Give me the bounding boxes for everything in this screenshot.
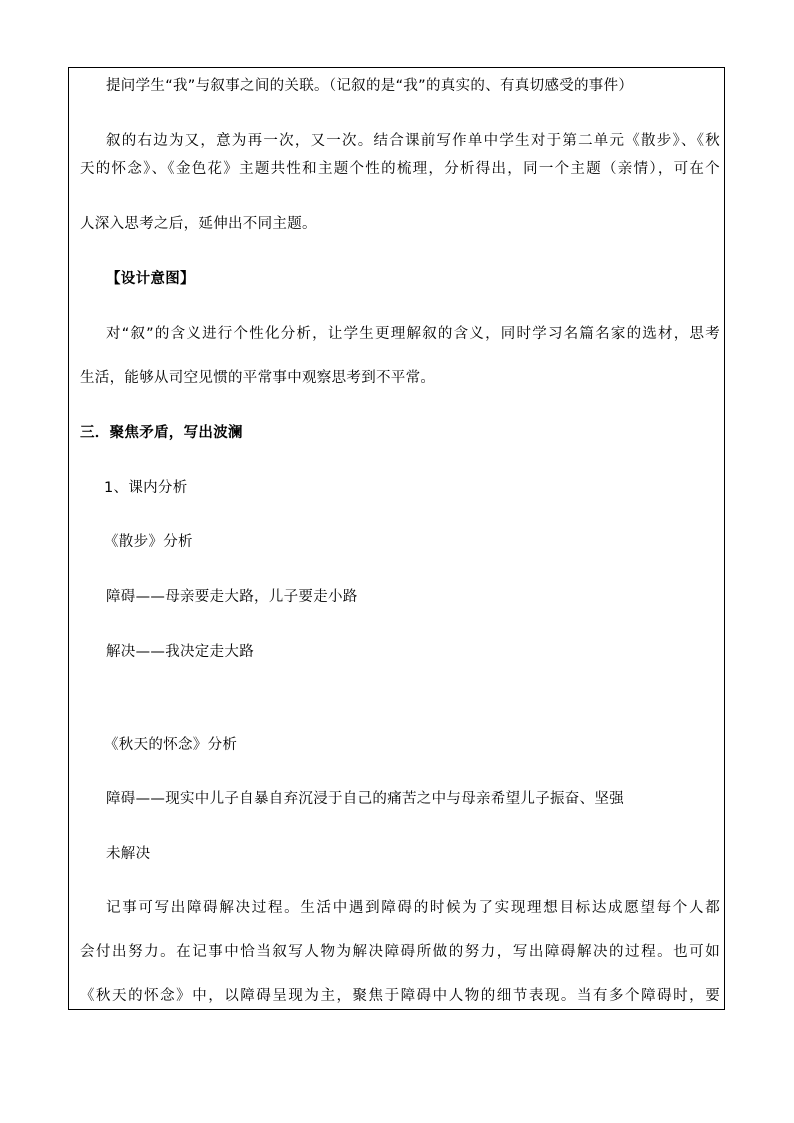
- analysis-title: 《散步》分析: [104, 534, 193, 550]
- analysis-title: 《秋天的怀念》分析: [104, 737, 238, 753]
- section-heading-design-intent: 【设计意图】: [106, 271, 195, 287]
- paragraph-line: 提问学生“我”与叙事之间的关联。（记叙的是“我”的真实的、有真切感受的事件）: [106, 78, 634, 94]
- paragraph-line: 会付出努力。在记事中恰当叙写人物为解决障碍所做的努力，写出障碍解决的过程。也可如: [80, 944, 720, 960]
- paragraph-line: 叙的右边为又，意为再一次，又一次。结合课前写作单中学生对于第二单元《散步》、《秋: [106, 133, 720, 149]
- section-heading-three: 三．聚焦矛盾，写出波澜: [80, 425, 243, 441]
- subsection-heading: 1、课内分析: [104, 480, 188, 496]
- paragraph-line: 天的怀念》、《金色花》主题共性和主题个性的梳理，分析得出，同一个主题（亲情），可在个: [80, 161, 720, 177]
- paragraph-line: 对“叙”的含义进行个性化分析，让学生更理解叙的含义，同时学习名篇名家的选材，思考: [106, 326, 720, 342]
- analysis-line: 障碍——现实中儿子自暴自弃沉浸于自己的痛苦之中与母亲希望儿子振奋、坚强: [106, 791, 624, 807]
- analysis-line: 未解决: [106, 846, 151, 862]
- paragraph-line: 记事可写出障碍解决过程。生活中遇到障碍的时候为了实现理想目标达成愿望每个人都: [106, 900, 720, 916]
- paragraph-line: 生活，能够从司空见惯的平常事中观察思考到不平常。: [80, 370, 436, 386]
- analysis-line: 解决——我决定走大路: [106, 644, 254, 660]
- paragraph-line: 《秋天的怀念》中，以障碍呈现为主，聚焦于障碍中人物的细节表现。当有多个障碍时，要: [80, 988, 720, 1004]
- analysis-line: 障碍——母亲要走大路，儿子要走小路: [106, 589, 358, 605]
- paragraph-line: 人深入思考之后，延伸出不同主题。: [80, 216, 317, 232]
